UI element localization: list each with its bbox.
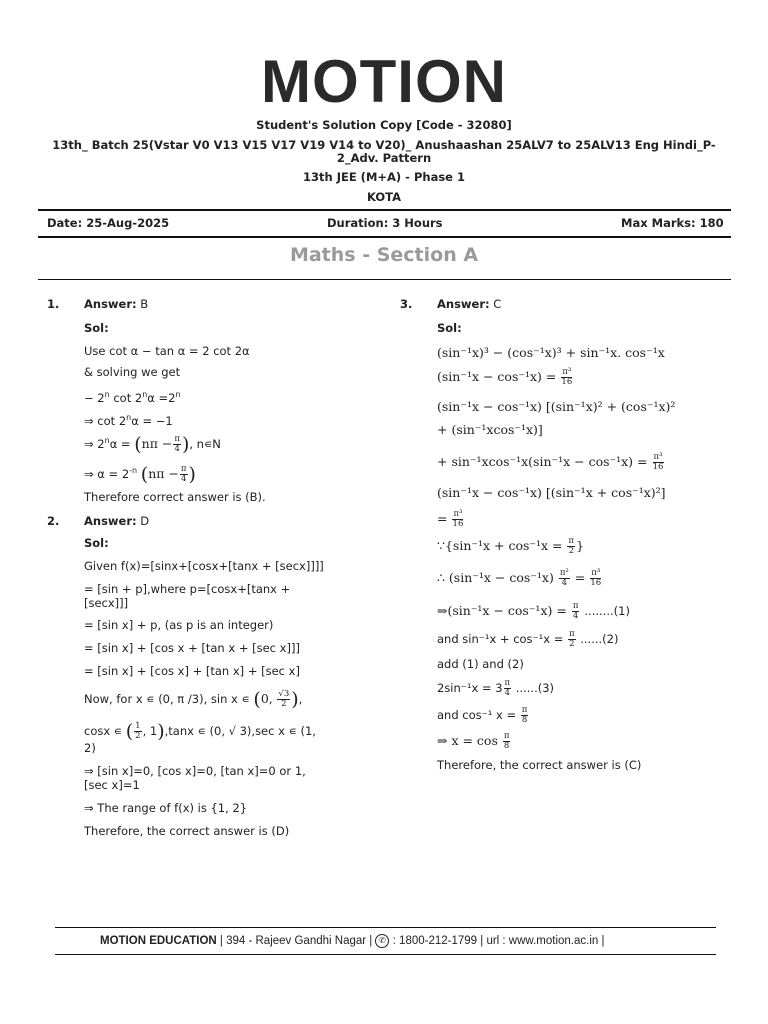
q1-line-1: Use cot α − tan α = 2 cot 2α	[84, 344, 250, 358]
answer-value: B	[140, 297, 149, 311]
batch-line-1: 13th_ Batch 25(Vstar V0 V13 V15 V17 V19 V14 to V20)_ Anushaashan 25ALV7 to 25ALV13 Eng Hindi_P-	[52, 138, 716, 152]
section-rule	[38, 279, 731, 280]
q2-line-5: = [sin x] + [cos x] + [tan x] + [sec x]	[84, 664, 300, 678]
q2-line-1: Given f(x)=[sinx+[cosx+[tanx + [secx]]]]	[84, 559, 324, 573]
q3-eq-2: (sin⁻¹x − cos⁻¹x) = $\frac{\text{π³}}{16}$	[437, 367, 573, 387]
q1-line-6: ⇒ $\alpha = 2^{-n}$ (nπ − $\frac{\pi}{4}$ )	[84, 463, 196, 486]
q3-number: 3.	[400, 297, 413, 311]
q1-line-2: & solving we get	[84, 365, 181, 379]
q2-line-10: Therefore, the correct answer is (D)	[84, 824, 290, 838]
exam-date: Date: 25-Aug-2025	[47, 216, 170, 230]
phone-icon: ✆	[375, 934, 389, 948]
answer-label: Answer:	[84, 297, 137, 311]
q1-line-5: ⇒ $2^n\alpha = (n\pi$ − $\frac{\pi}{4}$ ), n∊N	[84, 433, 221, 456]
q3-eq-6: (sin⁻¹x − cos⁻¹x) [(sin⁻¹x + cos⁻¹x)²]	[437, 485, 666, 500]
q3-eq-3: (sin⁻¹x − cos⁻¹x) [(sin⁻¹x)² + (cos⁻¹x)²	[437, 399, 676, 414]
q2-line-8b: [sec x]=1	[84, 778, 140, 792]
copy-line: Student's Solution Copy [Code - 32080]	[256, 118, 512, 132]
q3-eq-14: and cos⁻¹ x = $\frac{\pi}{8}$	[437, 705, 528, 725]
footer-address: | 394 - Rajeev Gandhi Nagar |	[216, 935, 376, 948]
q2-line-7b: 2)	[84, 741, 96, 755]
q3-eq-7: = $\frac{\text{π³}}{16}$	[437, 509, 464, 529]
q2-line-4: = [sin x] + [cos x + [tan x + [sec x]]]	[84, 641, 300, 655]
q1-line-3: − $2^n$ $\cot 2^n\alpha =2^n$	[84, 390, 181, 405]
footer-brand: MOTION EDUCATION	[100, 935, 217, 948]
footer-rule-bottom	[55, 954, 716, 955]
q3-eq-9: ∴ (sin⁻¹x − cos⁻¹x) $\frac{\text{π²}}{4}$ = $\frac{\text{π³}}{16}$	[437, 568, 602, 588]
max-marks: Max Marks: 180	[621, 216, 724, 230]
q2-line-7: cosx ∊ ( $\frac{1}{2}$ , 1),tanx ∊ (0, √ 3),sec x ∊ (1,	[84, 720, 316, 743]
q3-eq-11: and sin⁻¹x + cos⁻¹x = $\frac{\pi}{2}$ ......(2)	[437, 629, 619, 649]
q2-number: 2.	[47, 514, 60, 528]
answer-label: Answer:	[84, 514, 137, 528]
q3-line-16: Therefore, the correct answer is (C)	[437, 758, 642, 772]
q3-answer	[437, 296, 501, 312]
motion-logo: MOTION	[261, 48, 507, 115]
center-name: KOTA	[366, 190, 402, 204]
q1-line-4: ⇒ $\cot 2^n\alpha = -1$	[84, 413, 173, 428]
q1-number: 1.	[47, 297, 60, 311]
footer-rule-top	[55, 927, 716, 928]
q2-line-8a: ⇒ [sin x]=0, [cos x]=0, [tan x]=0 or 1,	[84, 764, 306, 778]
answer-label: Answer:	[437, 297, 490, 311]
q3-eq-13: 2sin⁻¹x = 3 $\frac{\pi}{4}$ ......(3)	[437, 678, 555, 698]
q2-line-2b: [secx]]]	[84, 596, 129, 610]
q3-eq-1: (sin⁻¹x)³ − (cos⁻¹x)³ + sin⁻¹x. cos⁻¹x	[437, 345, 665, 360]
q3-eq-8: ∵{sin⁻¹x + cos⁻¹x = $\frac{\pi}{2}$ }	[437, 536, 585, 556]
q2-answer	[84, 513, 149, 529]
header-rule-top	[38, 209, 731, 211]
header-rule-bottom	[38, 236, 731, 238]
answer-value: D	[140, 514, 150, 528]
q3-eq-10: ⇒(sin⁻¹x − cos⁻¹x) = $\frac{\pi}{4}$ ........(1)	[437, 601, 630, 621]
section-title: Maths - Section A	[289, 244, 479, 266]
q2-line-9: ⇒ The range of f(x) is {1, 2}	[84, 801, 248, 815]
footer-contact: : 1800-212-1799 | url : www.motion.ac.in |	[389, 935, 605, 948]
q3-line-12: add (1) and (2)	[437, 657, 524, 671]
q2-line-3: = [sin x] + p, (as p is an integer)	[84, 618, 274, 632]
q2-line-2a: = [sin + p],where p=[cosx+[tanx +	[84, 582, 291, 596]
exam-line: 13th JEE (M+A) - Phase 1	[303, 170, 465, 184]
exam-duration: Duration: 3 Hours	[327, 216, 443, 230]
answer-value: C	[493, 297, 502, 311]
q1-line-7: Therefore correct answer is (B).	[84, 490, 266, 504]
batch-line-2: 2_Adv. Pattern	[336, 151, 432, 165]
q3-sol-label: Sol:	[437, 321, 462, 335]
q3-eq-15: ⇒ x = cos $\frac{\pi}{8}$	[437, 731, 510, 751]
q2-sol-label: Sol:	[84, 536, 109, 550]
footer-text	[100, 934, 604, 948]
q1-answer	[84, 296, 148, 312]
q3-eq-5: + sin⁻¹xcos⁻¹x(sin⁻¹x − cos⁻¹x) = $\frac{\text{π³}}{16}$	[437, 452, 664, 472]
q1-sol-label: Sol:	[84, 321, 109, 335]
q2-line-6: Now, for x ∊ (0, π /3), sin x ∊ (0, $\frac{√3}{2}$ ),	[84, 688, 303, 711]
q3-eq-4: + (sin⁻¹xcos⁻¹x)]	[437, 422, 543, 437]
